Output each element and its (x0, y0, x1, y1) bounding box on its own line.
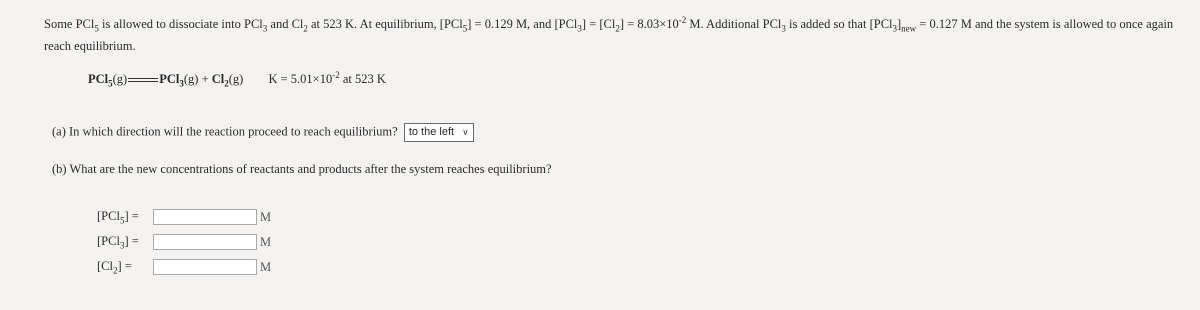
part-a (52, 123, 474, 142)
problem-text: ] = 0.129 M, and [PCl (467, 17, 578, 32)
equilibrium-arrow-icon (128, 76, 158, 84)
superscript: -2 (678, 15, 687, 25)
equilibrium-constant (268, 72, 385, 86)
problem-text: and Cl (267, 17, 304, 32)
direction-select-value: to the left (408, 126, 455, 138)
pcl5-concentration-input[interactable] (153, 209, 257, 225)
part-b (52, 162, 552, 177)
k-text: K = 5.01×10 (268, 72, 333, 87)
label-text: [Cl (97, 259, 113, 273)
unit-label: M (260, 209, 272, 224)
subscript: 2 (224, 78, 229, 89)
subscript: 3 (892, 23, 897, 34)
problem-text: at 523 K. At equilibrium, [PCl (307, 17, 463, 32)
answer-label (97, 234, 153, 251)
product-formula: Cl (211, 72, 225, 87)
problem-text: Some PCl (44, 17, 95, 32)
product-formula: PCl (159, 72, 180, 87)
state-label: (g) (228, 72, 244, 87)
reaction-equation (88, 70, 386, 89)
direction-select[interactable] (404, 123, 474, 142)
label-text: [PCl (97, 209, 120, 223)
problem-text: is added so that [PCl (785, 17, 893, 32)
answer-row-pcl5 (97, 209, 271, 229)
pcl3-concentration-input[interactable] (153, 234, 257, 250)
k-tail: at 523 K (339, 72, 386, 87)
problem-text: = 0.127 M and the system is allowed to once again reach equilibrium. (44, 17, 1174, 53)
problem-statement: Some PCl$_5$ is allowed to dissociate into PCl$_3$ and $Cl_2$ at 523 K. At equilibrium, [PCl$_5$] = 0.129 M, and $[PCl_3] = [Cl_2] = 8.03\times 10^{-2}$ M. Additional PCl$_3$ is added so that $[PCl_3]_{new} = 0.127$ M and the system is allowed to once again reach equilibrium. (44, 15, 1174, 53)
problem-text: ] = [Cl (581, 17, 616, 32)
answer-label (97, 259, 153, 276)
answer-row-cl2 (97, 259, 271, 279)
subscript: 2 (615, 23, 620, 34)
subscript: 5 (94, 23, 99, 34)
subscript: 3 (179, 78, 184, 89)
cl2-concentration-input[interactable] (153, 259, 257, 275)
part-a-question: (a) In which direction will the reaction proceed to reach equilibrium? (52, 124, 398, 139)
superscript: -2 (332, 70, 340, 80)
problem-text: is allowed to dissociate into PCl (98, 17, 263, 32)
state-label: (g) (183, 72, 199, 87)
chevron-down-icon: ∨ (462, 127, 469, 137)
subscript: 3 (781, 23, 786, 34)
label-text: ] = (124, 234, 139, 248)
subscript: 5 (108, 78, 113, 89)
problem-text: M. Additional PCl (686, 17, 782, 32)
plus-sign: + (198, 72, 212, 87)
answer-label (97, 209, 153, 226)
unit-label: M (260, 234, 272, 249)
label-text: ] = (117, 259, 132, 273)
unit-label: M (260, 259, 272, 274)
answer-row-pcl3 (97, 234, 271, 254)
part-b-question: (b) What are the new concentrations of reactants and products after the system reaches equilibrium? (52, 162, 552, 176)
subscript: 3 (262, 23, 268, 34)
state-label: (g) (112, 72, 128, 87)
subscript: 3 (577, 23, 582, 34)
subscript: new (901, 23, 917, 34)
subscript: 5 (119, 215, 125, 226)
subscript: 2 (303, 23, 308, 34)
subscript: 5 (462, 23, 468, 34)
problem-text: ] = 8.03×10 (619, 17, 679, 32)
subscript: 3 (119, 240, 125, 251)
label-text: ] = (124, 209, 139, 223)
label-text: [PCl (97, 234, 120, 248)
subscript: 2 (112, 265, 118, 276)
reactant-formula: PCl (88, 72, 109, 87)
